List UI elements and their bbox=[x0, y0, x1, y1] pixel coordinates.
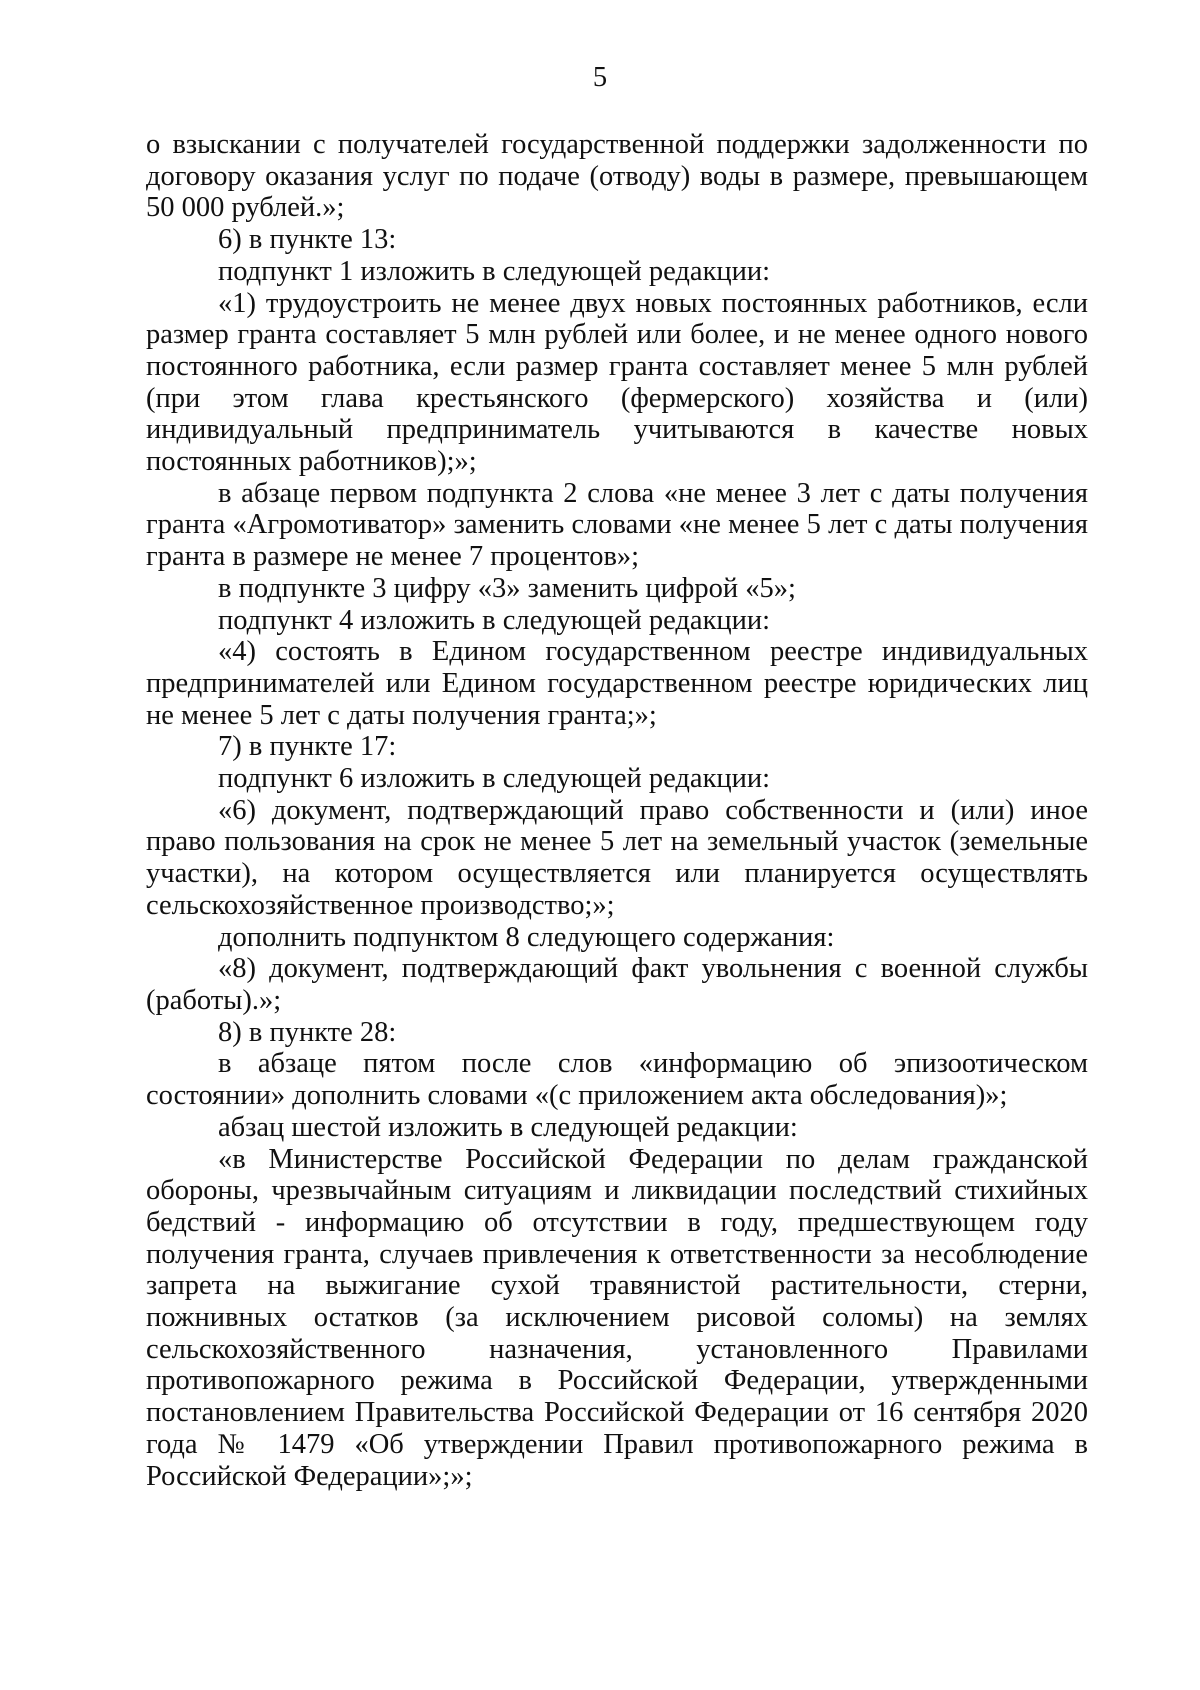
paragraph-subitem-4-text: «4) состоять в Едином государственном реестре индивидуальных предпринимателей или Едином государственном реестре юридических лиц не менее 5 лет с даты получения гранта;»; bbox=[146, 636, 1088, 731]
paragraph-subitem-4-intro: подпункт 4 изложить в следующей редакции: bbox=[218, 604, 771, 636]
paragraph-item-7-heading: 7) в пункте 17: bbox=[218, 731, 397, 763]
paragraph-abzac-6-text: «в Министерстве Российской Федерации по делам гражданской обороны, чрезвычайным ситуациям и ликвидации последствий стихийных бедствий - информацию об отсутствии в году, предшествующем году получения гранта, случаев привлечения к ответственности за несоблюдение запрета на выжигание сухой травянистой растительности, стерни, пожнивных остатков (за исключением рисовой соломы) на землях сельскохозяйственного назначения, установленного Правилами противопожарного режима в Российской Федерации, утвержденными постановлением Правительства Российской Федерации от 16 сентября 2020 года № 1479 «Об утверждении Правил противопожарного режима в Российской Федерации»;»; bbox=[146, 1143, 1088, 1492]
paragraph-subitem-1-text: «1) трудоустроить не менее двух новых постоянных работников, если размер гранта составляет 5 млн рублей или более, и не менее одного нового постоянного работника, если размер гранта составляет менее 5 млн рублей (при этом глава крестьянского (фермерского) хозяйства и (или) индивидуальный предприниматель учитываются в качестве новых постоянных работников);»; bbox=[146, 287, 1088, 478]
paragraph-item-6-heading: 6) в пункте 13: bbox=[218, 224, 397, 256]
page-number: 5 bbox=[592, 62, 608, 93]
paragraph-subitem-2-amendment: в абзаце первом подпункта 2 слова «не менее 3 лет с даты получения гранта «Агромотиватор» заменить словами «не менее 5 лет с даты получения гранта в размере не менее 7 процентов»; bbox=[146, 477, 1088, 573]
paragraph-subitem-1-intro: подпункт 1 изложить в следующей редакции: bbox=[218, 255, 771, 287]
paragraph-subitem-6-intro: подпункт 6 изложить в следующей редакции: bbox=[218, 763, 771, 795]
paragraph-continuation: о взыскании с получателей государственной поддержки задолженности по договору оказания услуг по подаче (отводу) воды в размере, превышающем 50 000 рублей.»; bbox=[146, 129, 1088, 224]
paragraph-subitem-8-intro: дополнить подпунктом 8 следующего содержания: bbox=[218, 921, 835, 953]
document-body bbox=[146, 129, 1088, 1492]
paragraph-subitem-6-text: «6) документ, подтверждающий право собственности и (или) иное право пользования на срок не менее 5 лет на земельный участок (земельные участки), на котором осуществляется или планируется осуществлять сельскохозяйственное производство;»; bbox=[146, 794, 1088, 921]
paragraph-item-8-heading: 8) в пункте 28: bbox=[218, 1016, 397, 1048]
paragraph-abzac-6-intro: абзац шестой изложить в следующей редакции: bbox=[218, 1111, 798, 1143]
paragraph-subitem-3-amendment: в подпункте 3 цифру «3» заменить цифрой «5»; bbox=[218, 572, 796, 604]
paragraph-subitem-8-text: «8) документ, подтверждающий факт увольнения с военной службы (работы).»; bbox=[146, 953, 1088, 1016]
paragraph-abzac-5-amendment: в абзаце пятом после слов «информацию об эпизоотическом состоянии» дополнить словами «(с приложением акта обследования)»; bbox=[146, 1048, 1088, 1112]
